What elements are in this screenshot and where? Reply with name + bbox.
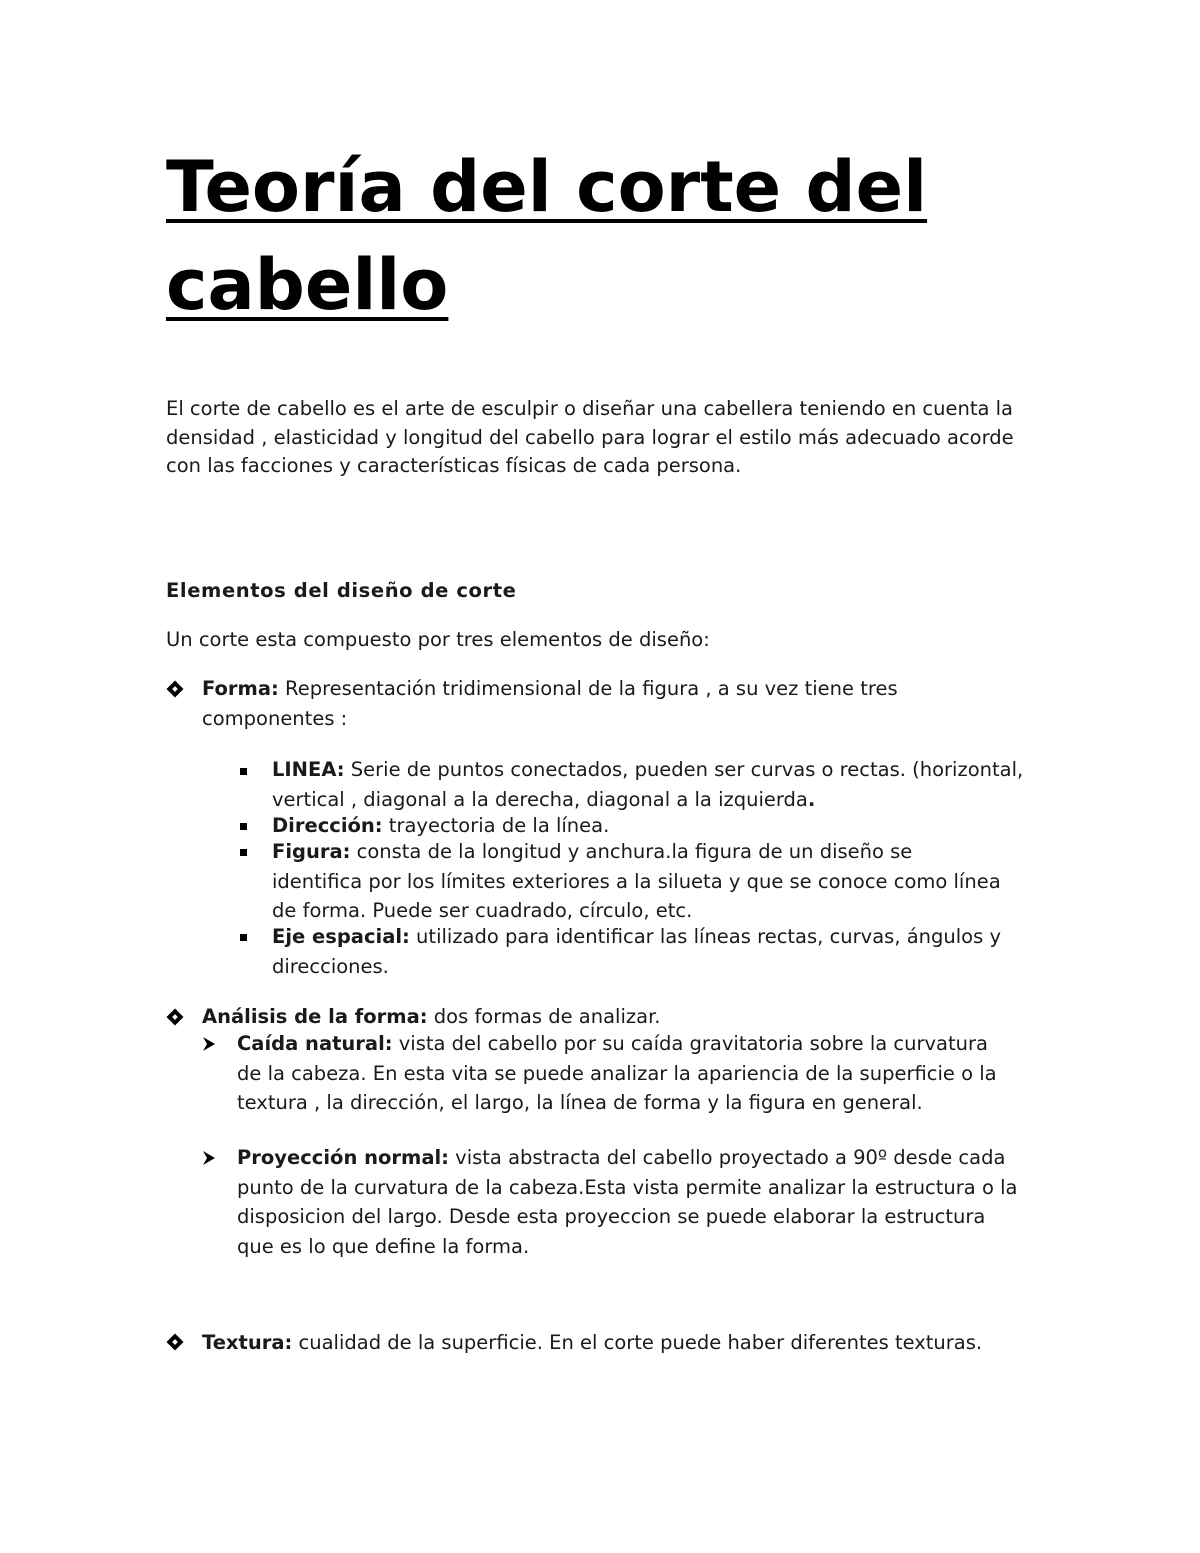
diamond-bullet-icon: [167, 681, 184, 698]
term-proyeccion-normal: Proyección normal:: [237, 1146, 449, 1169]
text-textura: cualidad de la superficie. En el corte puede haber diferentes texturas.: [292, 1331, 983, 1354]
list-item-caida-natural: [237, 1029, 1017, 1118]
title-line-2: cabello: [166, 244, 449, 326]
square-bullet-icon: [240, 934, 247, 941]
term-textura: Textura:: [202, 1331, 293, 1354]
term-caida-natural: Caída natural:: [237, 1032, 393, 1055]
arrow-bullet-icon: [200, 1035, 218, 1053]
diamond-bullet-icon: [167, 1009, 184, 1026]
list-item-analisis: [202, 1002, 1002, 1032]
text-linea: Serie de puntos conectados, pueden ser curvas o rectas. (horizontal, vertical , diagonal a la derecha, diagonal a la izquierda: [272, 758, 1024, 811]
text-caida-natural: vista del cabello por su caída gravitatoria sobre la curvatura de la cabeza. En esta vita se puede analizar la apariencia de la superficie o la textura , la dirección, el largo, la línea de forma y la figura en general.: [237, 1032, 997, 1114]
term-linea: LINEA:: [272, 758, 345, 781]
term-forma: Forma:: [202, 677, 279, 700]
square-bullet-icon: [240, 768, 247, 775]
text-figura: consta de la longitud y anchura.la figura de un diseño se identifica por los límites exteriores a la silueta y que se conoce como línea de forma. Puede ser cuadrado, círculo, etc.: [272, 840, 1001, 922]
text-eje-espacial: utilizado para identificar las líneas rectas, curvas, ángulos y direcciones.: [272, 925, 1002, 978]
term-eje-espacial: Eje espacial:: [272, 925, 410, 948]
list-item-linea: [272, 755, 1032, 814]
square-bullet-icon: [240, 823, 247, 830]
square-bullet-icon: [240, 849, 247, 856]
list-item-proyeccion-normal: [237, 1143, 1027, 1261]
term-figura: Figura:: [272, 840, 351, 863]
text-proyeccion-normal: vista abstracta del cabello proyectado a 90º desde cada punto de la curvatura de la cabeza.Esta vista permite analizar la estructura o la disposicion del largo. Desde esta proyeccion se puede elaborar la estructura que es lo que define la forma.: [237, 1146, 1018, 1258]
list-item-textura: [202, 1328, 1002, 1358]
lead-paragraph: Un corte esta compuesto por tres elementos de diseño:: [166, 628, 710, 651]
tail-linea: .: [807, 787, 816, 811]
title-line-1: Teoría del corte del: [166, 146, 928, 228]
arrow-bullet-icon: [200, 1149, 218, 1167]
intro-paragraph: El corte de cabello es el arte de esculpir o diseñar una cabellera teniendo en cuenta la densidad , elasticidad y longitud del cabello para lograr el estilo más adecuado acorde con las facciones y características físicas de cada persona.: [166, 397, 1014, 478]
list-item-figura: [272, 837, 1002, 926]
term-analisis: Análisis de la forma:: [202, 1005, 428, 1028]
section-heading: Elementos del diseño de corte: [166, 579, 517, 602]
term-direccion: Dirección:: [272, 814, 383, 837]
text-direccion: trayectoria de la línea.: [382, 814, 610, 837]
diamond-bullet-icon: [167, 1334, 184, 1351]
document-title: [166, 138, 927, 334]
list-item-eje-espacial: [272, 922, 1002, 981]
list-item-forma: [202, 674, 1002, 733]
text-forma: Representación tridimensional de la figura , a su vez tiene tres componentes :: [202, 677, 898, 730]
text-analisis: dos formas de analizar.: [427, 1005, 661, 1028]
